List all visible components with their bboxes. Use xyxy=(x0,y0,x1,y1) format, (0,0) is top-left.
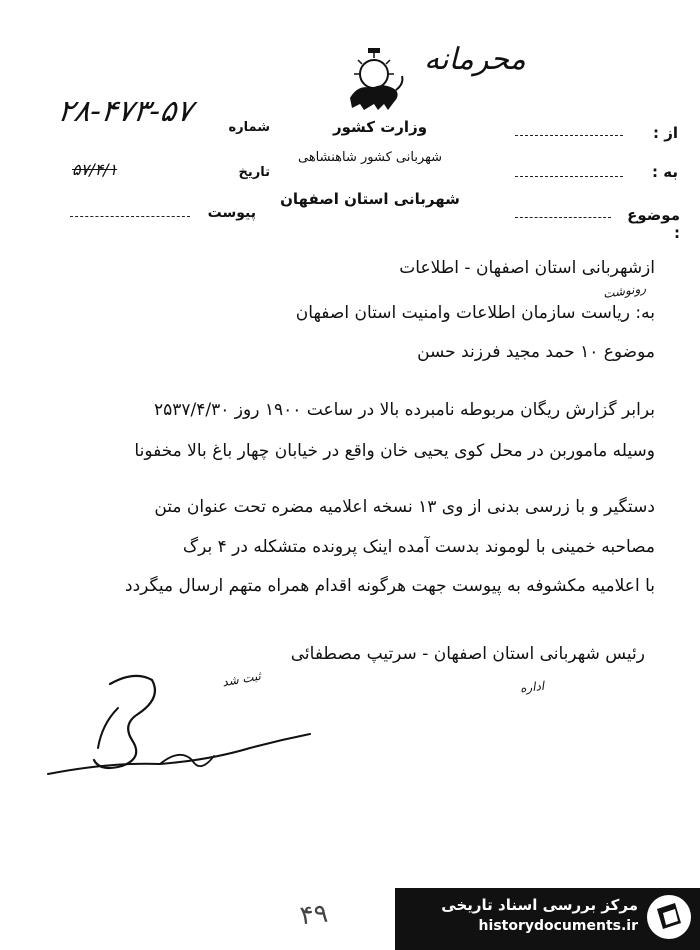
subject-label: موضوع : xyxy=(627,206,680,242)
country-police-title: شهربانی کشور شاهنشاهی xyxy=(297,150,442,165)
page-number: ۴۹ xyxy=(298,898,330,932)
to-label: به : xyxy=(652,163,678,181)
from-label: از : xyxy=(653,124,678,142)
document-date: ۵۷/۴/۱ xyxy=(72,160,118,179)
body-subject-line: موضوع ۱۰ حمد مجید فرزند حسن xyxy=(417,342,655,362)
body-paragraph-line: دستگیر و با زرسی بدنی از وی ۱۳ نسخه اعلامیه مضره تحت عنوان متن xyxy=(154,497,655,517)
handwritten-signature xyxy=(40,664,320,804)
watermark-name: مرکز بررسی اسناد تاریخی xyxy=(441,896,638,914)
confidential-stamp: محرمانه xyxy=(424,42,526,77)
watermark-url: historydocuments.ir xyxy=(478,918,638,934)
body-to-line: به: ریاست سازمان اطلاعات وامنیت استان اصفهان xyxy=(295,303,655,323)
body-paragraph-line: مصاحبه خمینی با لوموند بدست آمده اینک پرونده متشکله در ۴ برگ xyxy=(182,537,655,557)
signatory-title: رئیس شهربانی استان اصفهان - سرتیپ مصطفائی xyxy=(290,644,645,664)
from-dotted-line xyxy=(515,135,623,136)
document-number: ۲۸-۴۷۳-۵۷ xyxy=(55,94,195,129)
subject-dotted-line xyxy=(515,217,611,218)
handwritten-registered-note: ثبت شد xyxy=(221,668,262,690)
province-police-title: شهربانی استان اصفهان xyxy=(280,190,460,208)
number-label: شماره xyxy=(228,120,270,135)
body-paragraph-line: با اعلامیه مکشوفه به پیوست جهت هرگونه اقدام همراه متهم ارسال میگردد xyxy=(125,576,655,596)
attachment-dotted-line xyxy=(70,216,190,217)
handwritten-office-note: اداره xyxy=(519,678,545,696)
attachment-label: پیوست xyxy=(207,205,256,221)
ministry-title: وزارت کشور xyxy=(332,118,428,136)
archive-logo-icon xyxy=(645,893,693,941)
body-from-line: ازشهربانی استان اصفهان - اطلاعات xyxy=(399,258,655,278)
to-dotted-line xyxy=(515,176,623,177)
body-paragraph-line: برابر گزارش ریگان مربوطه نامبرده بالا در ساعت ۱۹۰۰ روز ۲۵۳۷/۴/۳۰ xyxy=(154,400,655,420)
body-handwritten-cc: رونوشت xyxy=(602,281,647,301)
date-label: تاریخ xyxy=(238,165,270,180)
lion-and-sun-emblem-icon xyxy=(338,46,410,116)
body-paragraph-line: وسیله ماموربن در محل کوی یحیی خان واقع در خیابان چهار باغ بالا مخفونا xyxy=(134,441,655,461)
